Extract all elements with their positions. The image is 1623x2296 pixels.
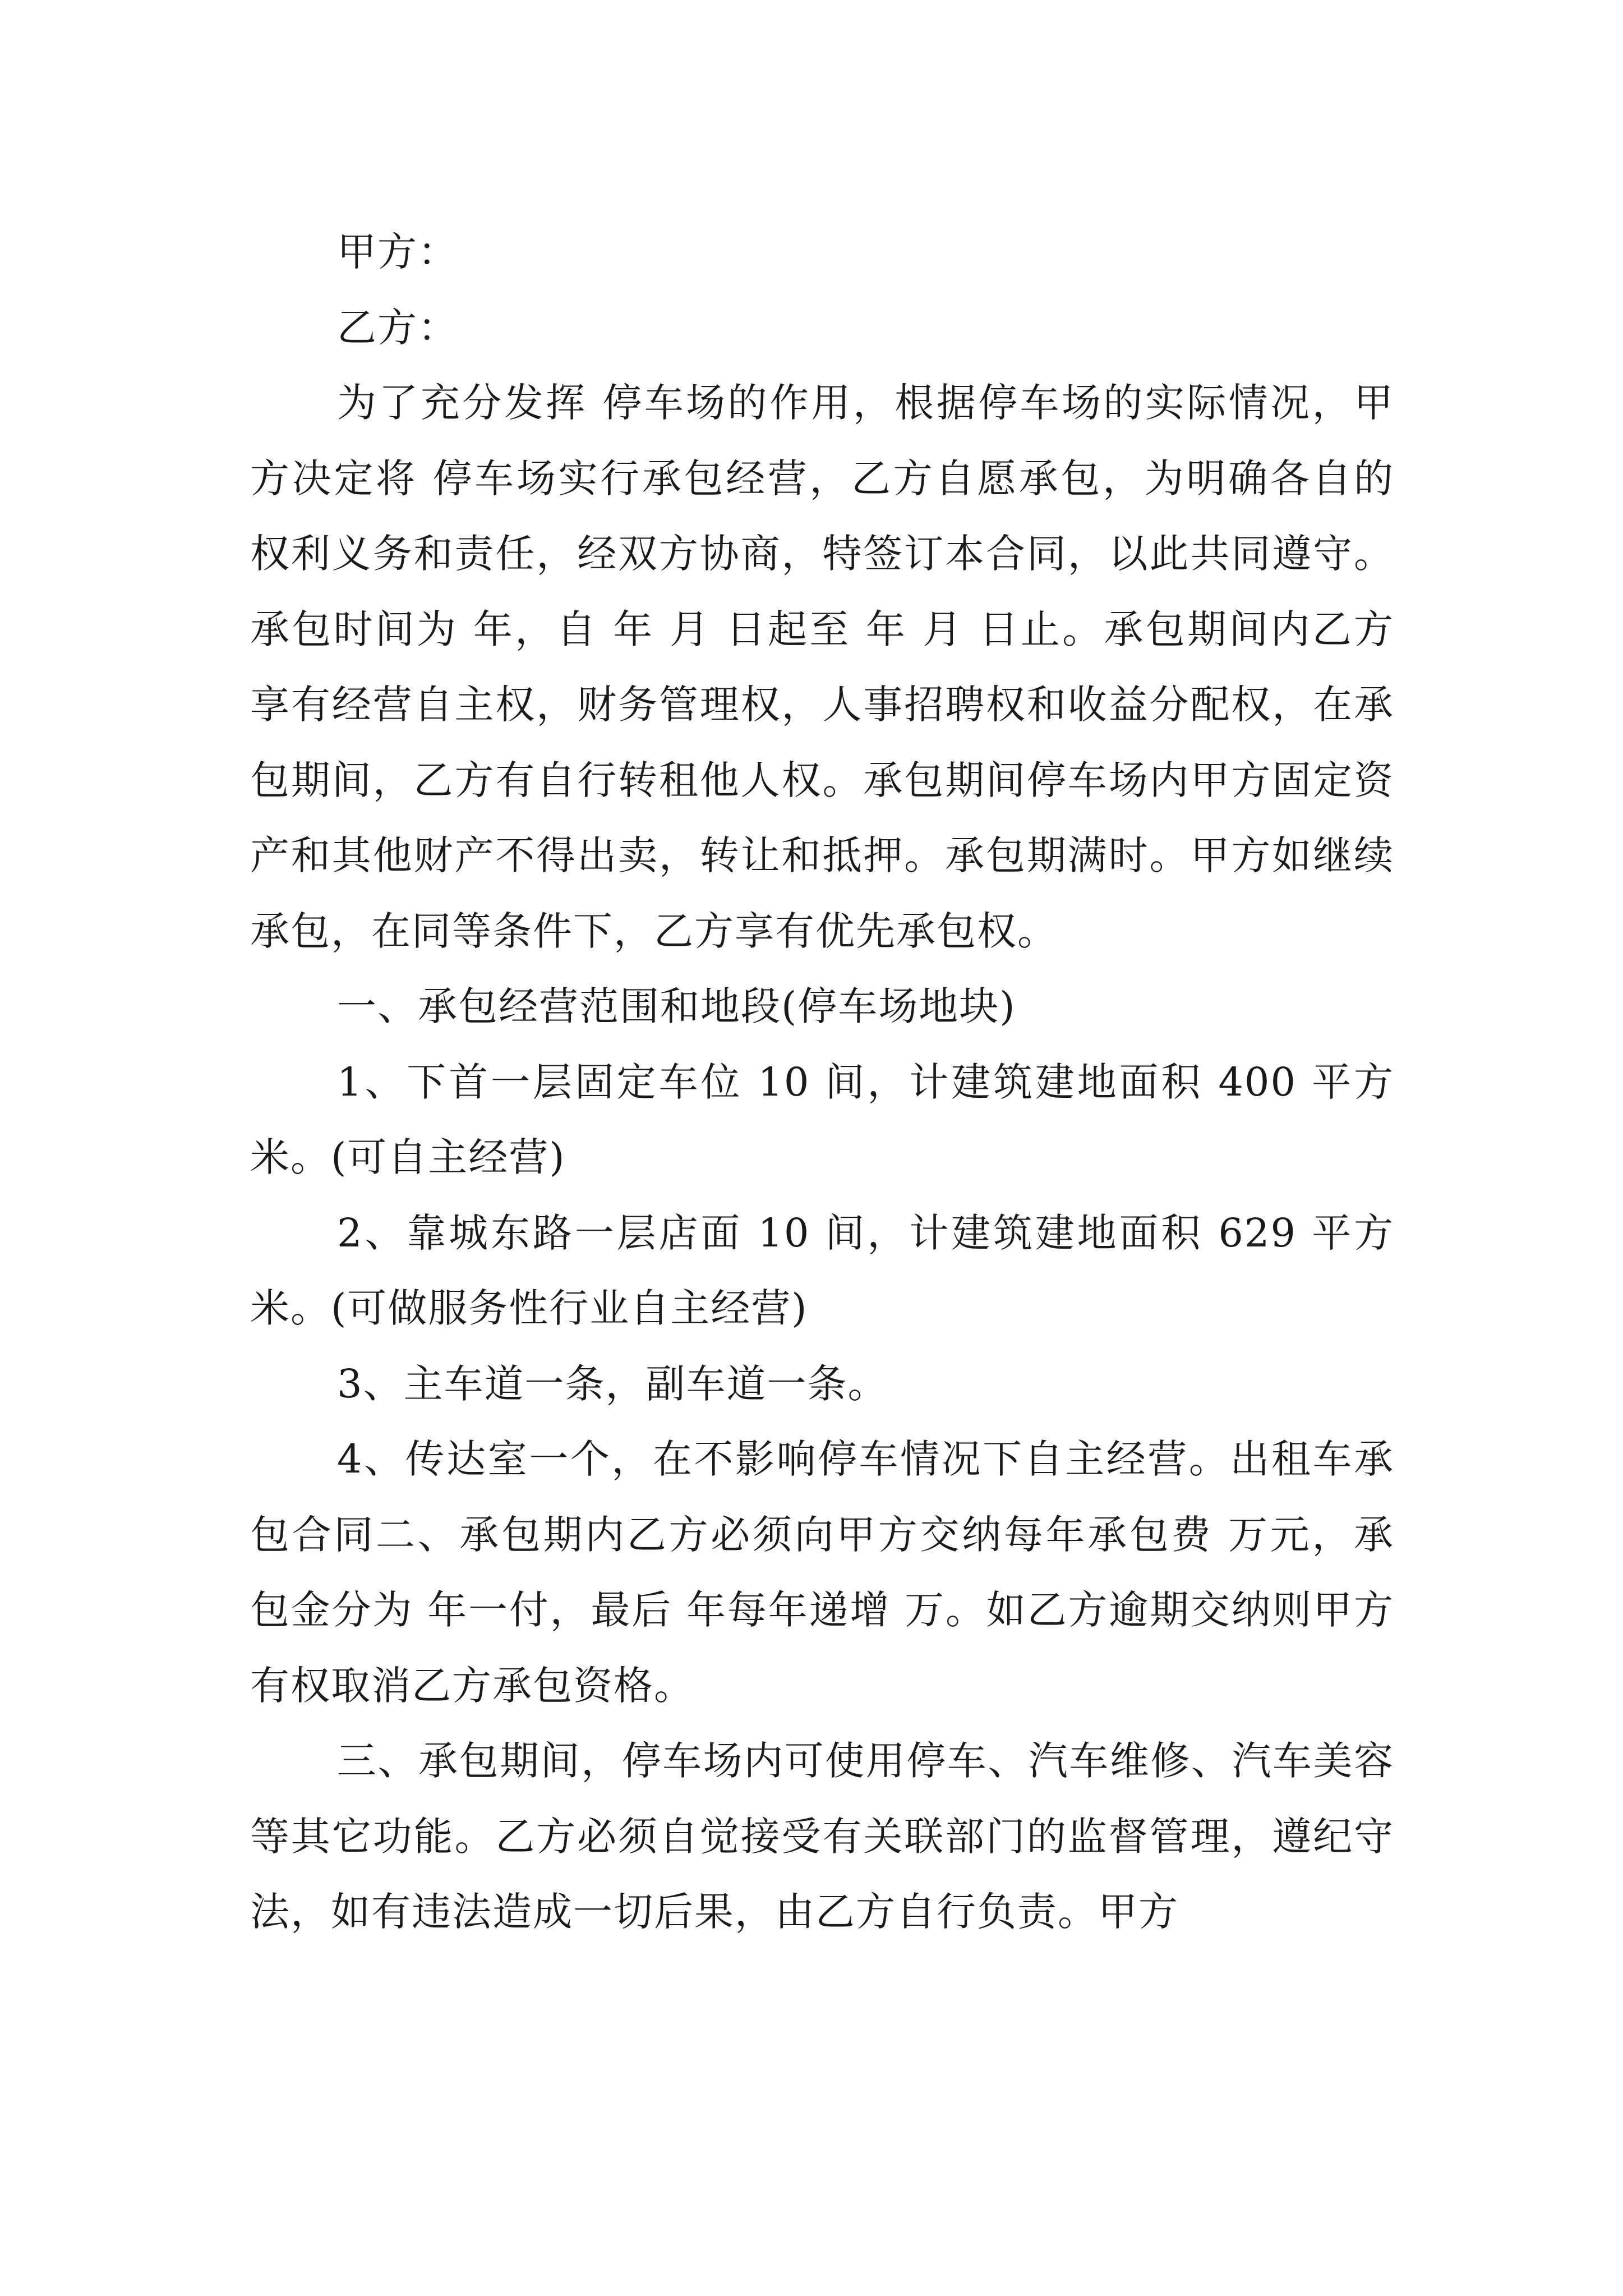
item-2: 2、靠城东路一层店面 10 间，计建筑建地面积 629 平方米。(可做服务性行业自主经营)	[250, 1209, 1394, 1331]
item-4: 4、传达室一个，在不影响停车情况下自主经营。出租车承包合同二、承包期内乙方必须向甲方交纳每年承包费 万元，承包金分为 年一付，最后 年每年递增 万。如乙方逾期交纳则甲方有权取消乙方承包资格。	[250, 1436, 1394, 1709]
party-b-line: 乙方：	[337, 304, 458, 351]
document-body	[250, 214, 1394, 1950]
item-3: 3、主车道一条，副车道一条。	[337, 1360, 888, 1407]
party-a-line: 甲方：	[337, 229, 458, 275]
section-3-paragraph: 三、承包期间，停车场内可使用停车、汽车维修、汽车美容等其它功能。乙方必须自觉接受有关联部门的监督管理，遵纪守法，如有违法造成一切后果，由乙方自行负责。甲方	[250, 1738, 1394, 1935]
intro-paragraph: 为了充分发挥 停车场的作用，根据停车场的实际情况，甲方决定将 停车场实行承包经营，乙方自愿承包，为明确各自的权利义务和责任，经双方协商，特签订本合同，以此共同遵守。承包时间为 年，自 年 月 日起至 年 月 日止。承包期间内乙方享有经营自主权，财务管理权，人事招聘权和收益分配权，在承包期间，乙方有自行转租他人权。承包期间停车场内甲方固定资产和其他财产不得出卖，转让和抵押。承包期满时。甲方如继续承包，在同等条件下，乙方享有优先承包权。	[250, 380, 1394, 954]
item-1: 1、下首一层固定车位 10 间，计建筑建地面积 400 平方米。(可自主经营)	[250, 1059, 1394, 1180]
section-1-title: 一、承包经营范围和地段(停车场地块)	[337, 983, 1016, 1029]
